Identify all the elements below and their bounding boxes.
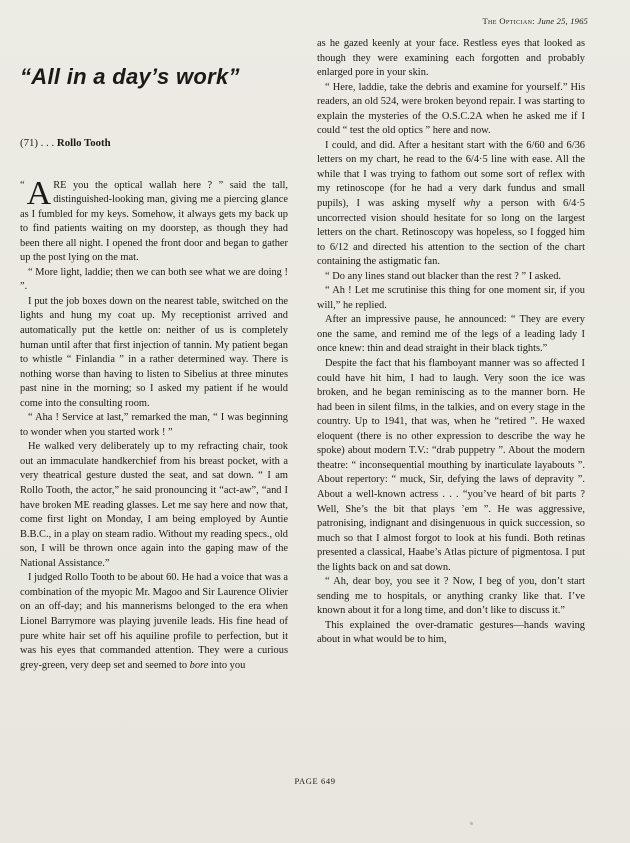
journal-name: The Optician: — [482, 16, 536, 26]
paragraph: I judged Rollo Tooth to be about 60. He had a voice that was a combination of the myopic Mr. Magoo and Sir Laurence Olivier on an off-day; and his mannerisms belonged to the era when Lionel Barrymore was playing juvenile leads. His fine head of pure white hair set off his aquiline profile to perfection, but it was his eyes that commanded attention. They were a curious grey-green, very deep set and seemed to bore into you — [20, 572, 288, 671]
paragraph: “ Ah ! Let me scrutinise this thing for one moment sir, if you will,” he replied. — [317, 285, 585, 311]
paragraph: “ Ah, dear boy, you see it ? Now, I beg of you, don’t start sending me to hospitals, or anything cranky like that. I’ve known about it for a long time, and don’t like to discuss it.” — [317, 576, 585, 617]
paragraph: “ Aha ! Service at last,” remarked the man, “ I was beginning to wonder when you started work ! ” — [20, 412, 288, 438]
article-title: “All in a day’s work” — [20, 64, 240, 89]
paragraph: as he gazed keenly at your face. Restless eyes that looked as though they were examining each forgotten and probably enlarged pore in your skin. — [317, 38, 585, 79]
right-column — [317, 37, 585, 648]
paragraph: I put the job boxes down on the nearest table, switched on the lights and hung my coat up. My receptionist arrived and automatically put the kettle on: neither of us is completely human until after that first injection of tannin. My patient began to whistle “ Finlandia ” in a rather determined way. There is nothing worse than having to listen to Sibelius at three minutes past nine in the morning; so I asked my patient if he would come into the consulting room. — [20, 295, 288, 409]
drop-cap: A — [26, 174, 52, 212]
author-name: Rollo Tooth — [56, 137, 111, 149]
running-head — [482, 16, 588, 26]
emphasis: why — [463, 198, 481, 210]
article-number: (71) . . . — [20, 137, 55, 149]
paragraph: After an impressive pause, he announced: “ They are every one the same, and remind me of the legs of a leading lady I once knew: thin and dead straight in their black tights.” — [317, 314, 585, 355]
paragraph: I could, and did. After a hesitant start with the 6/60 and 6/36 letters on my chart, he read to the 6/4·5 line with ease. All the while that I was trying to fathom out some sort of reflex with my retinoscope (for he had a very dark fundus and small pupils), I was asking myself why a person with 6/4·5 uncorrected vision should hesitate for so long on the largest letters on the chart. Retinoscopy was hopeless, so I fogged him to 6/12 and directed his attention to the section of the chart containing the astigmatic fan. — [317, 139, 585, 268]
paragraph: “ A RE you the optical wallah here ? ” said the tall, distinguished-looking man, giving me a piercing glance as I fumbled for my keys. Somehow, it always gets my back up to find patients waiting on my doorstep, as though they had been there all night. I opened the front door and began to gather up the post lying on the mat. — [20, 174, 288, 264]
page-number: PAGE 649 — [294, 776, 336, 786]
byline — [20, 136, 288, 151]
paragraph: Despite the fact that his flamboyant manner was so affected I could have hit him, I had to laugh. Very soon the ice was broken, and he began reminiscing as to the manner born. He had been in silent films, in the talkies, and on every stage in the country. Up to 1941, that was, when he “retired ”. He waxed eloquent (there is no other expression to describe the way he spoke) about modern T.V.: “drab puppetry ”. About the modern theatre: “ inconsequential mouthing by inarticulate layabouts ”. About repertory: “ muck, Sir, defying the laws of depravity ”. About a well-known actress . . . “you’ve heard of bit parts ? Well, She’s the bit that plays ’em ”. He was aggressive, patronising, indignant and disingenuous in quick succession, so much so that I almost forgot to look at his fundi. Both retinas presented a classical, Haabe’s Atlas picture of pigmentosa. I put the lights back on and sat down. — [317, 358, 585, 573]
print-speck — [470, 822, 473, 825]
opening-quote: “ — [20, 179, 25, 191]
paragraph: This explained the over-dramatic gestures—hands waving about in what would be to him, — [317, 619, 585, 646]
emphasis: bore — [189, 659, 209, 671]
paragraph: “ Do any lines stand out blacker than the rest ? ” I asked. — [325, 270, 562, 282]
left-column — [20, 36, 288, 673]
paragraph: “ More light, laddie; then we can both see what we are doing ! ”. — [20, 266, 288, 293]
paragraph: “ Here, laddie, take the debris and examine for yourself.” His readers, an old 524, were broken beyond repair. I was starting to explain the mysteries of the O.S.C.2A when he asked me if I could “ test the old optics ” here and now. — [317, 81, 585, 137]
issue-date: June 25, 1965 — [537, 16, 588, 26]
paragraph: He walked very deliberately up to my refracting chair, took out an immaculate handkerchief from his breast pocket, with a very theatrical gesture dusted the seat, and sat down. “ I am Rollo Tooth, the actor,” he said pronouncing it “act-aw”, “and I have broken ME reading glasses. Let me say here and now that, come first light on Monday, I am being employed by Auntie B.B.C., in a play on steam radio. Without my reading specs., old son, I will be thrown once again into the gaping maw of the National Assistance.” — [20, 441, 288, 569]
